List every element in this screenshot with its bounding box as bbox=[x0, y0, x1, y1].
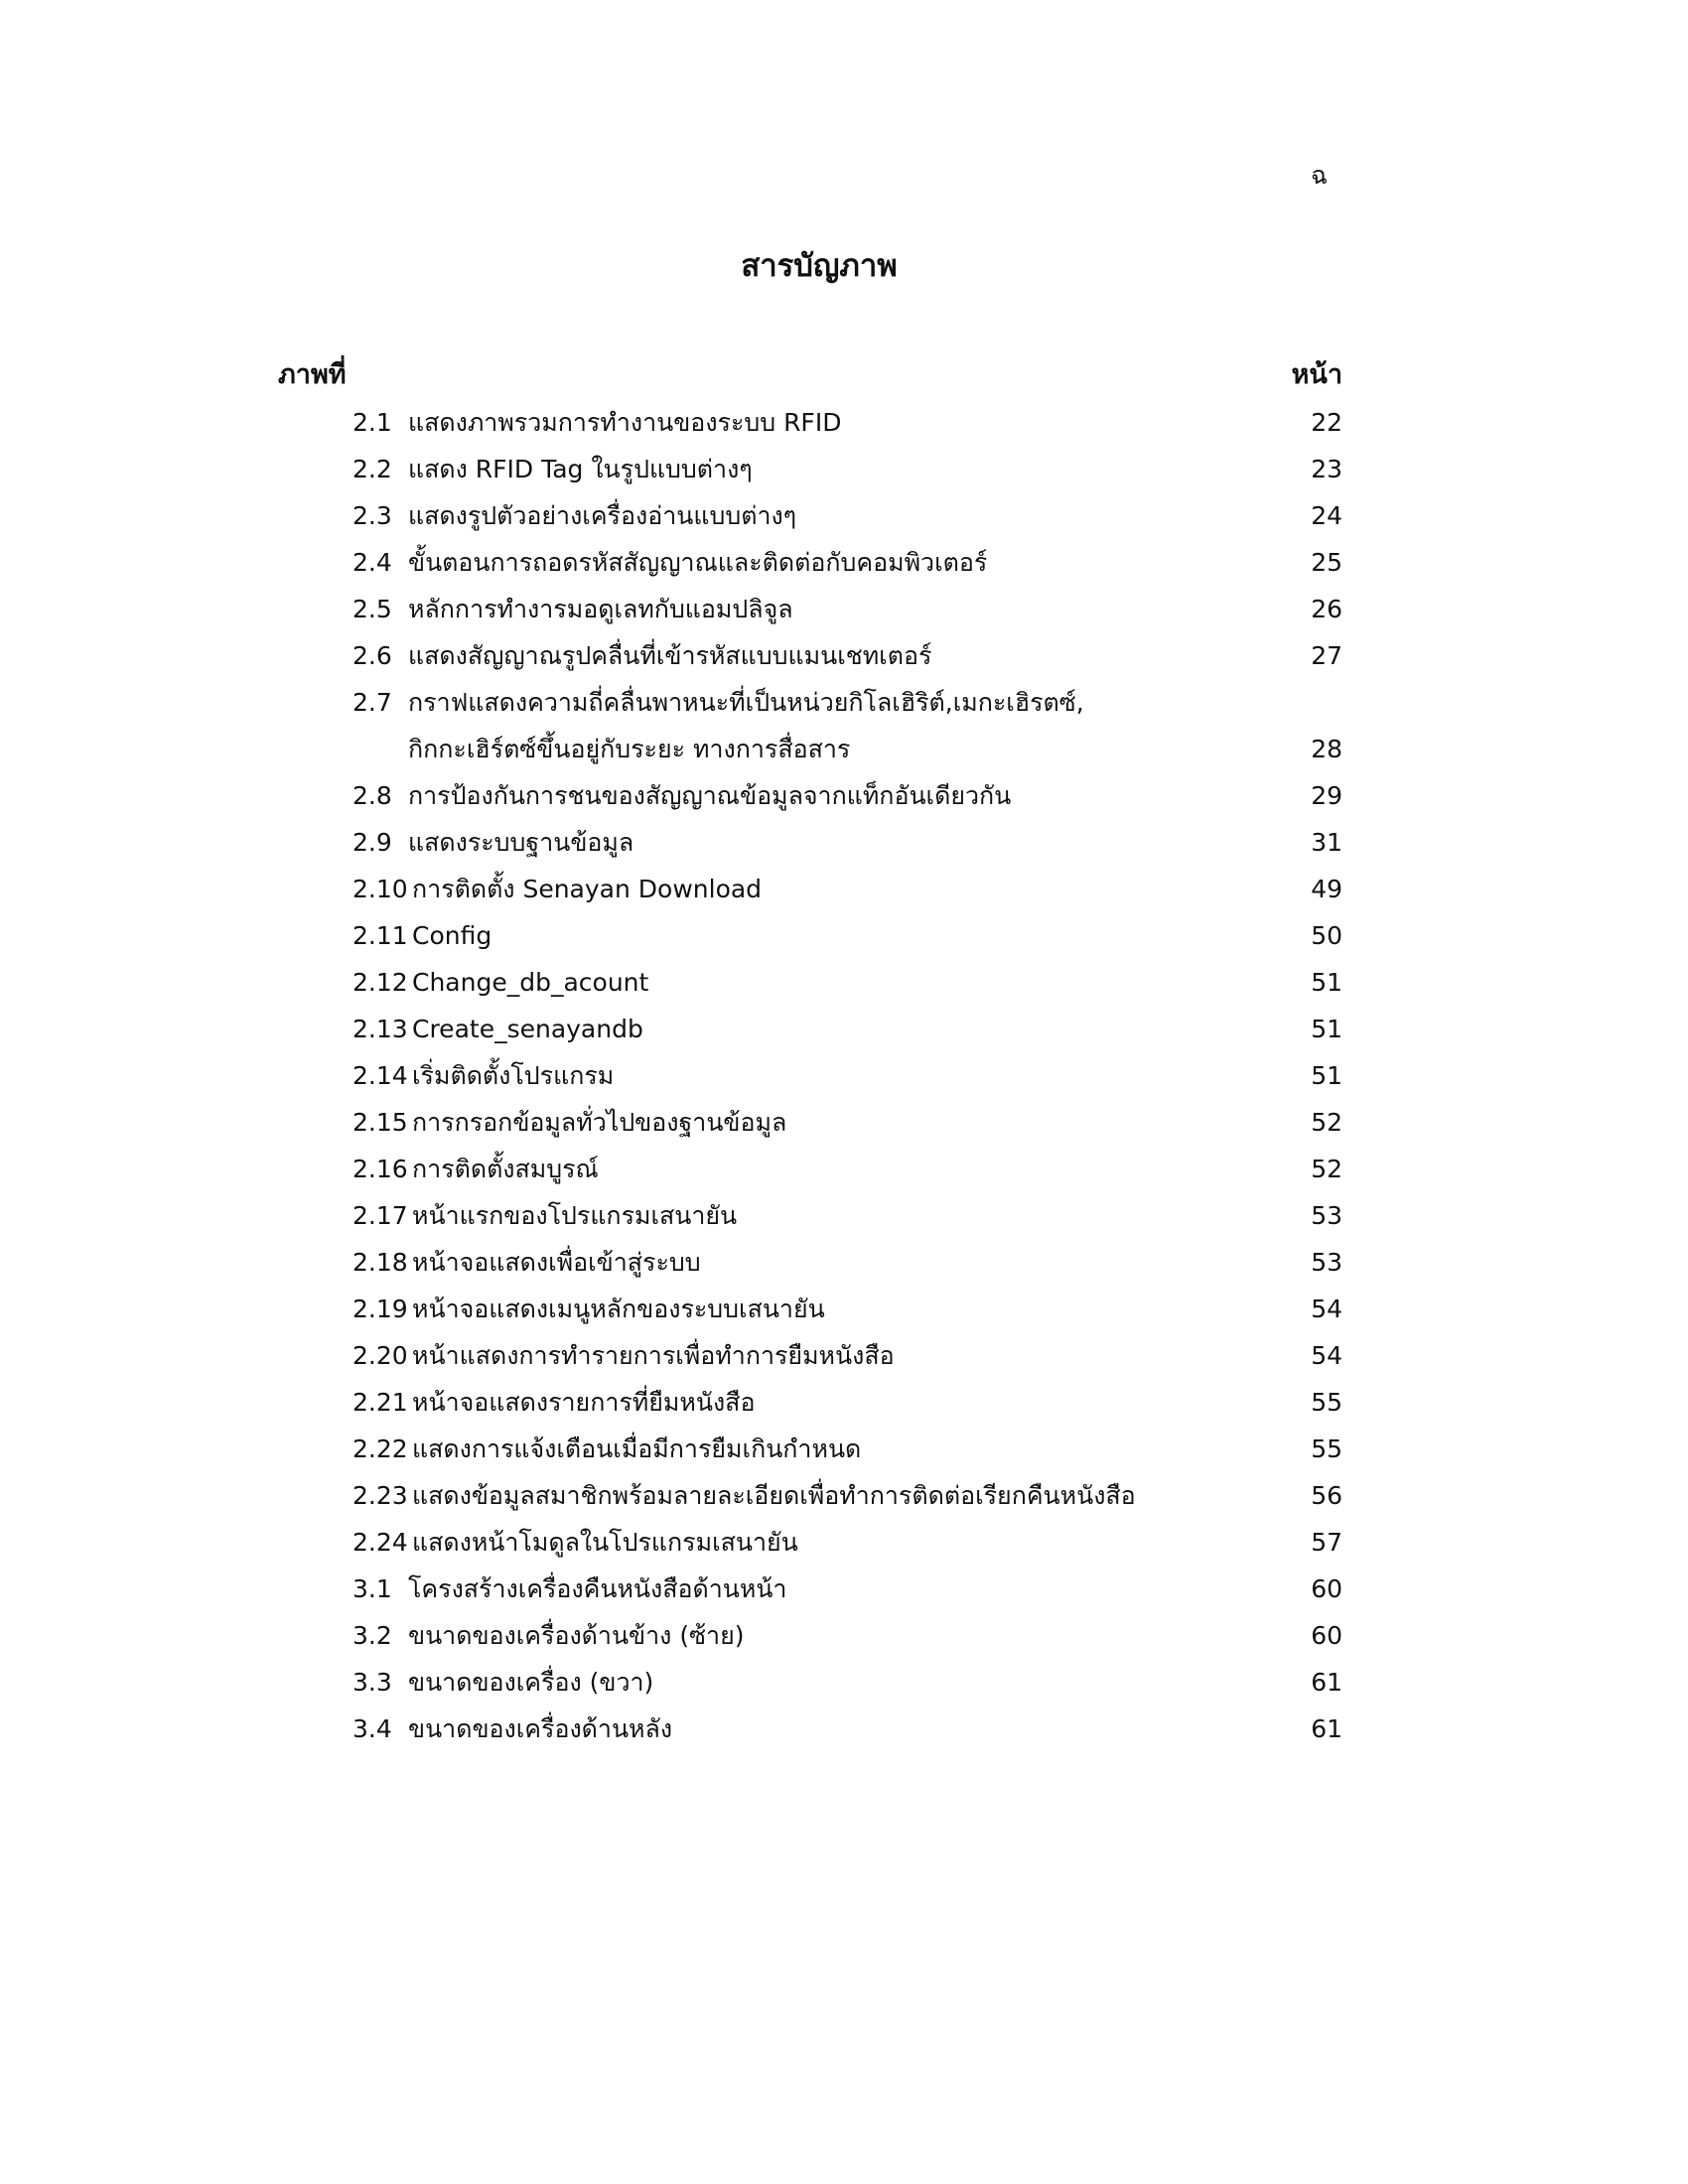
figure-caption-line: Change_db_acount bbox=[412, 968, 649, 997]
figure-number: 3.4 bbox=[352, 1714, 392, 1743]
figure-number: 2.21 bbox=[352, 1388, 408, 1417]
figure-caption bbox=[412, 1519, 1253, 1566]
figure-caption-line: แสดงระบบฐานข้อมูล bbox=[408, 828, 634, 857]
figure-caption bbox=[408, 399, 1253, 446]
list-item bbox=[352, 912, 1342, 959]
list-item bbox=[352, 679, 1342, 772]
figure-number: 2.7 bbox=[352, 688, 392, 717]
figure-page-number: 31 bbox=[1311, 828, 1342, 857]
figure-number: 3.2 bbox=[352, 1621, 392, 1650]
figure-caption bbox=[412, 1099, 1253, 1146]
figure-page-number: 54 bbox=[1311, 1341, 1342, 1370]
figure-page-number: 61 bbox=[1311, 1668, 1342, 1697]
figure-number: 2.12 bbox=[352, 968, 408, 997]
page-column-header: หน้า bbox=[1291, 359, 1342, 390]
list-item bbox=[352, 866, 1342, 912]
list-item bbox=[352, 1426, 1342, 1472]
figure-page-number: 57 bbox=[1311, 1528, 1342, 1557]
list-item bbox=[352, 1006, 1342, 1052]
list-item bbox=[352, 1332, 1342, 1379]
list-item bbox=[352, 1146, 1342, 1192]
list-header bbox=[278, 355, 1342, 395]
list-item bbox=[352, 772, 1342, 819]
figure-page-number: 51 bbox=[1311, 968, 1342, 997]
figure-page-number: 60 bbox=[1311, 1574, 1342, 1603]
figure-caption-line: ขนาดของเครื่อง (ขวา) bbox=[408, 1668, 654, 1697]
page-title: สารบัญภาพ bbox=[741, 248, 898, 284]
list-item bbox=[352, 1379, 1342, 1426]
figure-column-header: ภาพที่ bbox=[278, 359, 347, 390]
figure-caption bbox=[408, 679, 1253, 772]
list-item bbox=[352, 1612, 1342, 1659]
figure-caption bbox=[412, 1146, 1253, 1192]
list-item bbox=[352, 399, 1342, 446]
list-item bbox=[352, 1052, 1342, 1099]
figure-caption-line: แสดงหน้าโมดูลในโปรแกรมเสนายัน bbox=[412, 1528, 798, 1557]
list-item bbox=[352, 539, 1342, 586]
list-item bbox=[352, 492, 1342, 539]
figure-caption-line: หน้าจอแสดงเพื่อเข้าสู่ระบบ bbox=[412, 1248, 701, 1277]
figure-page-number: 26 bbox=[1311, 595, 1342, 623]
figure-number: 2.5 bbox=[352, 595, 392, 623]
figure-page-number: 23 bbox=[1311, 455, 1342, 483]
figure-number: 2.2 bbox=[352, 455, 392, 483]
list-item bbox=[352, 1286, 1342, 1332]
figure-caption bbox=[412, 1426, 1253, 1472]
figure-caption-line: แสดง RFID Tag ในรูปแบบต่างๆ bbox=[408, 455, 753, 483]
figure-number: 2.9 bbox=[352, 828, 392, 857]
figure-number: 2.19 bbox=[352, 1295, 408, 1323]
figure-caption-line: ขนาดของเครื่องด้านข้าง (ซ้าย) bbox=[408, 1621, 745, 1650]
figure-caption-line: Create_senayandb bbox=[412, 1015, 643, 1043]
figure-caption-line: ขั้นตอนการถอดรหัสสัญญาณและติดต่อกับคอมพิวเตอร์ bbox=[408, 548, 988, 577]
figure-caption-line: หน้าแสดงการทำรายการเพื่อทำการยืมหนังสือ bbox=[412, 1341, 895, 1370]
figure-page-number: 61 bbox=[1311, 1714, 1342, 1743]
figure-number: 2.13 bbox=[352, 1015, 408, 1043]
figure-number: 2.3 bbox=[352, 501, 392, 530]
list-item bbox=[352, 446, 1342, 492]
figure-number: 3.3 bbox=[352, 1668, 392, 1697]
figure-number: 2.11 bbox=[352, 921, 408, 950]
figure-caption-line: แสดงภาพรวมการทำงานของระบบ RFID bbox=[408, 408, 842, 437]
figure-number: 2.1 bbox=[352, 408, 392, 437]
figure-caption-line: Config bbox=[412, 921, 492, 950]
figure-page-number: 24 bbox=[1311, 501, 1342, 530]
figure-page-number: 25 bbox=[1311, 548, 1342, 577]
figure-caption-line: แสดงรูปตัวอย่างเครื่องอ่านแบบต่างๆ bbox=[408, 501, 797, 530]
figure-caption bbox=[408, 1659, 1253, 1706]
figure-caption bbox=[408, 632, 1253, 679]
figure-caption bbox=[412, 912, 1253, 959]
figure-caption-line: โครงสร้างเครื่องคืนหนังสือด้านหน้า bbox=[408, 1574, 787, 1603]
figure-caption bbox=[408, 1706, 1253, 1752]
figure-page-number: 56 bbox=[1311, 1481, 1342, 1510]
figure-page-number: 53 bbox=[1311, 1201, 1342, 1230]
figure-page-number: 51 bbox=[1311, 1061, 1342, 1090]
figure-number: 2.24 bbox=[352, 1528, 408, 1557]
figure-page-number: 60 bbox=[1311, 1621, 1342, 1650]
figure-caption-line: หน้าจอแสดงรายการที่ยืมหนังสือ bbox=[412, 1388, 756, 1417]
figure-number: 2.23 bbox=[352, 1481, 408, 1510]
figure-caption-line: กราฟแสดงความถี่คลื่นพาหนะที่เป็นหน่วยกิโลเฮิริต์,เมกะเฮิรตซ์, bbox=[408, 688, 1084, 717]
page-marker: ฉ bbox=[1311, 161, 1329, 190]
figure-page-number: 22 bbox=[1311, 408, 1342, 437]
figure-number: 2.20 bbox=[352, 1341, 408, 1370]
figure-page-number: 54 bbox=[1311, 1295, 1342, 1323]
figure-caption bbox=[408, 819, 1253, 866]
figure-number: 2.6 bbox=[352, 641, 392, 670]
figure-caption-line: การป้องกันการชนของสัญญาณข้อมูลจากแท็กอันเดียวกัน bbox=[408, 781, 1012, 810]
figure-caption bbox=[408, 446, 1253, 492]
figure-caption-line: หน้าจอแสดงเมนูหลักของระบบเสนายัน bbox=[412, 1295, 825, 1323]
figure-page-number: 53 bbox=[1311, 1248, 1342, 1277]
figure-caption bbox=[412, 1239, 1253, 1286]
figure-caption bbox=[412, 1472, 1253, 1519]
figure-page-number: 52 bbox=[1311, 1108, 1342, 1137]
figure-caption-line: แสดงข้อมูลสมาชิกพร้อมลายละเอียดเพื่อทำการติดต่อเรียกคืนหนังสือ bbox=[412, 1481, 1136, 1510]
figure-caption bbox=[412, 1192, 1253, 1239]
figure-caption bbox=[412, 1332, 1253, 1379]
figure-caption bbox=[408, 539, 1253, 586]
list-item bbox=[352, 1239, 1342, 1286]
list-item bbox=[352, 819, 1342, 866]
figure-caption bbox=[412, 1379, 1253, 1426]
figure-caption-line: หน้าแรกของโปรแกรมเสนายัน bbox=[412, 1201, 738, 1230]
figure-number: 2.4 bbox=[352, 548, 392, 577]
list-item bbox=[352, 959, 1342, 1006]
figure-list bbox=[352, 399, 1342, 1752]
list-item bbox=[352, 1706, 1342, 1752]
figure-caption-line: แสดงการแจ้งเตือนเมื่อมีการยืมเกินกำหนด bbox=[412, 1434, 862, 1463]
figure-caption-line: การติดตั้งสมบูรณ์ bbox=[412, 1155, 599, 1183]
figure-number: 3.1 bbox=[352, 1574, 392, 1603]
figure-page-number: 28 bbox=[1311, 735, 1342, 763]
figure-page-number: 55 bbox=[1311, 1388, 1342, 1417]
list-item bbox=[352, 1472, 1342, 1519]
list-item bbox=[352, 1099, 1342, 1146]
figure-caption bbox=[408, 492, 1253, 539]
figure-caption-line: ขนาดของเครื่องด้านหลัง bbox=[408, 1714, 673, 1743]
figure-caption-line: กิกกะเฮิร์ตซ์ขึ้นอยู่กับระยะ ทางการสื่อสาร bbox=[408, 735, 851, 763]
figure-page-number: 51 bbox=[1311, 1015, 1342, 1043]
figure-number: 2.15 bbox=[352, 1108, 408, 1137]
figure-number: 2.8 bbox=[352, 781, 392, 810]
figure-caption-line: การกรอกข้อมูลทั่วไปของฐานข้อมูล bbox=[412, 1108, 787, 1137]
figure-caption bbox=[408, 772, 1253, 819]
figure-caption bbox=[412, 1006, 1253, 1052]
list-item bbox=[352, 632, 1342, 679]
figure-page-number: 50 bbox=[1311, 921, 1342, 950]
list-item bbox=[352, 1659, 1342, 1706]
figure-number: 2.17 bbox=[352, 1201, 408, 1230]
figure-caption-line: หลักการทำงารมอดูเลทกับแอมปลิจูล bbox=[408, 595, 793, 623]
figure-caption bbox=[412, 1052, 1253, 1099]
figure-number: 2.10 bbox=[352, 875, 408, 903]
figure-caption bbox=[408, 1612, 1253, 1659]
list-item bbox=[352, 1566, 1342, 1612]
figure-page-number: 52 bbox=[1311, 1155, 1342, 1183]
figure-caption-line: การติดตั้ง Senayan Download bbox=[412, 875, 763, 903]
figure-number: 2.14 bbox=[352, 1061, 408, 1090]
figure-caption bbox=[412, 959, 1253, 1006]
figure-caption-line: เริ่มติดตั้งโปรแกรม bbox=[412, 1061, 615, 1090]
figure-number: 2.22 bbox=[352, 1434, 408, 1463]
figure-number: 2.16 bbox=[352, 1155, 408, 1183]
figure-page-number: 55 bbox=[1311, 1434, 1342, 1463]
figure-page-number: 29 bbox=[1311, 781, 1342, 810]
figure-number: 2.18 bbox=[352, 1248, 408, 1277]
figure-page-number: 49 bbox=[1311, 875, 1342, 903]
figure-caption bbox=[408, 586, 1253, 632]
figure-caption-line: แสดงสัญญาณรูปคลื่นที่เข้ารหัสแบบแมนเชทเตอร์ bbox=[408, 641, 932, 670]
figure-page-number: 27 bbox=[1311, 641, 1342, 670]
list-item bbox=[352, 1519, 1342, 1566]
figure-caption bbox=[412, 1286, 1253, 1332]
list-item bbox=[352, 1192, 1342, 1239]
figure-caption bbox=[412, 866, 1253, 912]
list-item bbox=[352, 586, 1342, 632]
figure-caption bbox=[408, 1566, 1253, 1612]
